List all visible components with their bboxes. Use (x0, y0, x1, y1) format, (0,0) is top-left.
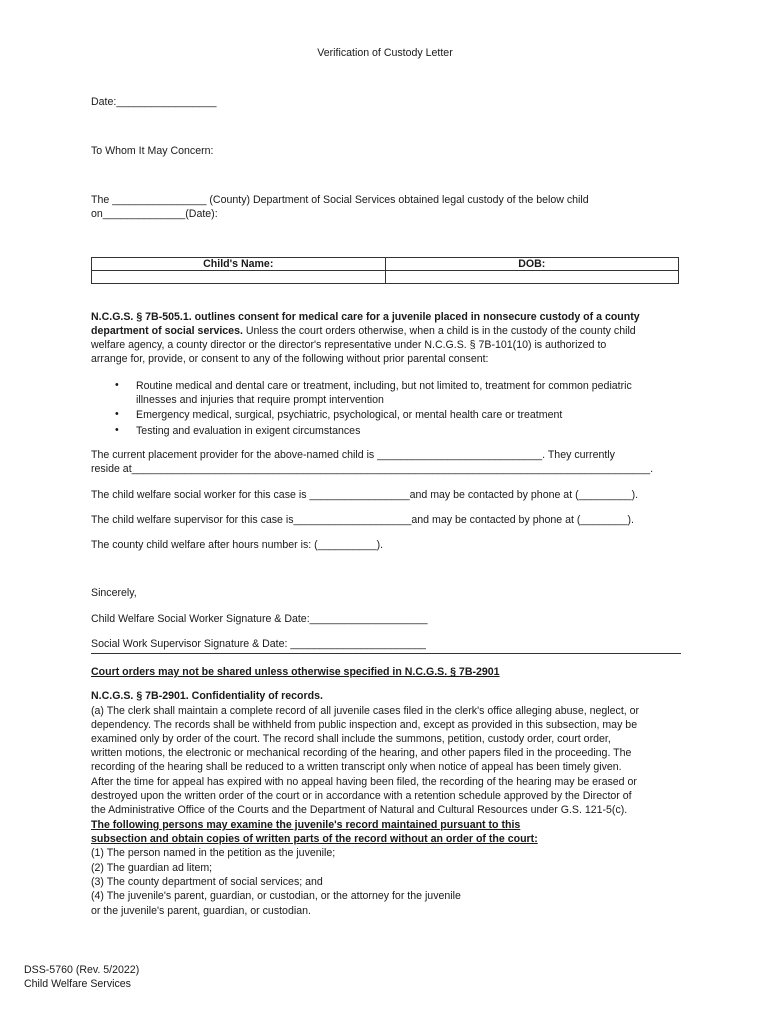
person-item: (2) The guardian ad litem; (91, 862, 213, 874)
placement-line-1[interactable]: The current placement provider for the above-named child is ____________________________. They currently (91, 449, 615, 461)
ncgs-505-line-3: welfare agency, a county director or the director's representative under N.C.G.S. § 7B-101(10) is authorized to (91, 339, 607, 351)
child-name-cell[interactable] (92, 271, 386, 284)
ncgs-2901-line: examined only by order of the court. The record shall include the summons, petition, custody order, court order, (91, 733, 611, 745)
ncgs-505-heading-cont: department of social services. (91, 325, 243, 337)
supervisor-signature-line[interactable]: Social Work Supervisor Signature & Date: _______________________ (91, 638, 426, 650)
dob-header: DOB: (385, 258, 679, 271)
form-number: DSS-5760 (Rev. 5/2022) (24, 964, 140, 976)
social-worker-line[interactable]: The child welfare social worker for this case is _________________and may be contacted by phone at (_________). (91, 489, 639, 501)
dob-cell[interactable] (385, 271, 679, 284)
bullet-item-3: Testing and evaluation in exigent circumstances (136, 425, 361, 437)
ncgs-505-heading: N.C.G.S. § 7B-505.1. outlines consent for medical care for a juvenile placed in nonsecure custody of a county (91, 311, 640, 323)
bullet-icon: • (115, 424, 119, 436)
ncgs-2901-heading: N.C.G.S. § 7B-2901. Confidentiality of records. (91, 690, 323, 702)
person-item: (3) The county department of social services; and (91, 876, 323, 888)
court-orders-notice: Court orders may not be shared unless otherwise specified in N.C.G.S. § 7B-2901 (91, 666, 500, 678)
section-divider (91, 653, 681, 654)
department-name: Child Welfare Services (24, 978, 131, 990)
bullet-item-1: Routine medical and dental care or treatment, including, but not limited to, treatment for common pediatric (136, 380, 632, 392)
custody-line-1: The ________________ (County) Department of Social Services obtained legal custody of the below child (91, 194, 589, 206)
sincerely: Sincerely, (91, 587, 137, 599)
worker-signature-line[interactable]: Child Welfare Social Worker Signature & Date:____________________ (91, 613, 428, 625)
ncgs-2901-line: (a) The clerk shall maintain a complete record of all juvenile cases filed in the clerk's office alleging abuse, neglect, or (91, 705, 640, 717)
persons-heading: The following persons may examine the juvenile's record maintained pursuant to this (91, 819, 521, 831)
ncgs-2901-line: dependency. The records shall be withheld from public inspection and, except as provided in this subsection, may be (91, 719, 638, 731)
ncgs-2901-line: destroyed upon the written order of the court or in accordance with a retention schedule approved by the Director of (91, 790, 632, 802)
bullet-icon: • (115, 379, 119, 391)
ncgs-505-text: Unless the court orders otherwise, when a child is in the custody of the county child (245, 325, 636, 337)
person-item: or the juvenile's parent, guardian, or custodian. (91, 905, 311, 917)
persons-heading-cont: subsection and obtain copies of written parts of the record without an order of the court: (91, 833, 538, 845)
ncgs-505-line-4: arrange for, provide, or consent to any of the following without prior parental consent: (91, 353, 489, 365)
bullet-item-2: Emergency medical, surgical, psychiatric, psychological, or mental health care or treatment (136, 409, 563, 421)
salutation: To Whom It May Concern: (91, 145, 214, 157)
ncgs-2901-line: the Administrative Office of the Courts and the Department of Natural and Cultural Resources under G.S. 121-5(c). (91, 804, 628, 816)
supervisor-line[interactable]: The child welfare supervisor for this case is____________________and may be contacted by phone at (________). (91, 514, 635, 526)
ncgs-505-line-2 (91, 324, 636, 338)
after-hours-line[interactable]: The county child welfare after hours number is: (__________). (91, 539, 384, 551)
person-item: (4) The juvenile's parent, guardian, or custodian, or the attorney for the juvenile (91, 890, 461, 902)
ncgs-2901-line: After the time for appeal has expired with no appeal having been filed, the recording of the hearing may be erased or (91, 776, 637, 788)
date-field[interactable]: Date:_________________ (91, 96, 217, 108)
custody-line-2: on______________(Date): (91, 208, 218, 220)
person-item: (1) The person named in the petition as the juvenile; (91, 847, 336, 859)
bullet-icon: • (115, 408, 119, 420)
placement-line-2[interactable]: reside at________________________________________________________________________________________. (91, 463, 654, 475)
child-info-table (91, 257, 679, 284)
page-title: Verification of Custody Letter (317, 47, 453, 59)
ncgs-2901-line: recording of the hearing shall be reduced to a written transcript only when notice of appeal has been timely given. (91, 761, 622, 773)
child-name-header: Child's Name: (92, 258, 386, 271)
bullet-item-1-cont: illnesses and injuries that require prompt intervention (136, 394, 384, 406)
ncgs-2901-line: written motions, the electronic or mechanical recording of the hearing, and other papers filed in the proceeding. The (91, 747, 632, 759)
